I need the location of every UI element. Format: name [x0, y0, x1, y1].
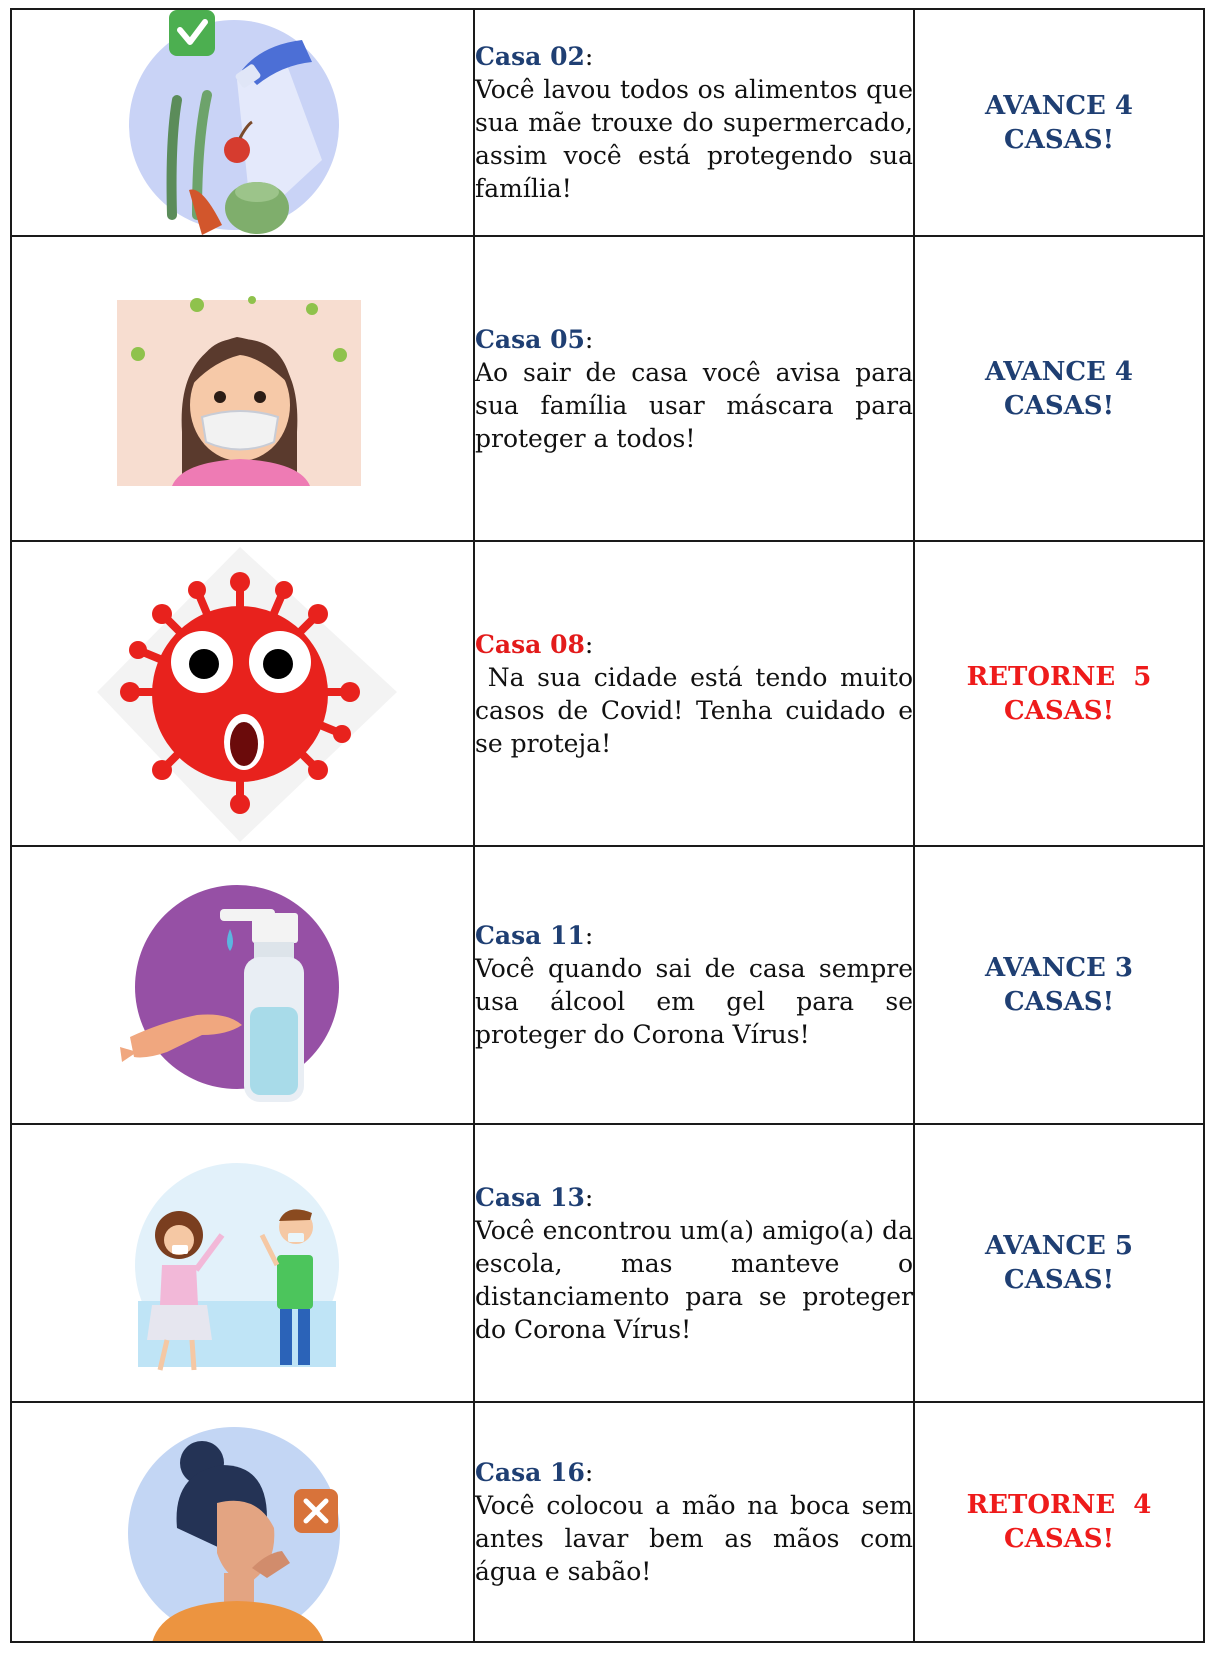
hand-on-mouth-illustration	[11, 1402, 474, 1642]
board-row-casa-05	[11, 236, 1204, 541]
hand-sanitizer-illustration	[11, 846, 474, 1124]
casa-title: Casa 08:	[475, 629, 594, 659]
casa-text: Você encontrou um(a) amigo(a) da escola, mas manteve o distanciamento para se proteger do Corona Vírus!	[475, 1215, 913, 1344]
action-label: AVANCE 3	[984, 953, 1134, 983]
action-label: CASAS!	[1003, 390, 1114, 421]
casa-action-cell	[914, 846, 1204, 1124]
board-row-casa-11	[11, 846, 1204, 1124]
action-label: CASAS!	[1003, 124, 1114, 155]
casa-action-cell	[914, 1402, 1204, 1642]
casa-action-cell	[914, 1124, 1204, 1402]
girl-with-mask-illustration	[11, 236, 474, 541]
casa-description-cell	[474, 1402, 914, 1642]
scared-virus-illustration	[11, 541, 474, 846]
board-row-casa-08	[11, 541, 1204, 846]
casa-description-cell	[474, 9, 914, 236]
casa-title: Casa 02:	[475, 42, 594, 71]
board-row-casa-13	[11, 1124, 1204, 1402]
action-label: RETORNE 4	[966, 1490, 1152, 1520]
casa-text: Você quando sai de casa sempre usa álcool em gel para se proteger do Corona Vírus!	[475, 954, 913, 1049]
washing-food-illustration	[11, 9, 474, 236]
casa-description-cell	[474, 541, 921, 846]
action-label: AVANCE 5	[984, 1231, 1134, 1261]
action-label: CASAS!	[1003, 1524, 1114, 1554]
action-label: RETORNE 5	[966, 661, 1152, 692]
action-label: AVANCE 4	[984, 356, 1134, 387]
casa-title: Casa 13:	[475, 1182, 594, 1212]
casa-action-cell	[914, 541, 1204, 846]
action-label: CASAS!	[1003, 695, 1114, 726]
casa-title: Casa 05:	[475, 324, 594, 354]
casa-description-cell	[474, 236, 914, 541]
action-label: CASAS!	[1003, 1265, 1114, 1295]
casa-description-cell	[474, 1124, 914, 1402]
casa-text: Na sua cidade está tendo muito casos de Covid! Tenha cuidado e se proteja!	[475, 662, 921, 758]
casa-title: Casa 16:	[475, 1458, 594, 1487]
casa-text: Você lavou todos os alimentos que sua mãe trouxe do supermercado, assim você está protegendo sua família!	[475, 75, 913, 203]
action-label: CASAS!	[1003, 987, 1114, 1017]
casa-text: Ao sair de casa você avisa para sua família usar máscara para proteger a todos!	[475, 357, 913, 453]
kids-distancing-illustration	[11, 1124, 474, 1402]
board-row-casa-16	[11, 1402, 1204, 1642]
action-label: AVANCE 4	[984, 90, 1134, 121]
casa-action-cell	[914, 9, 1204, 236]
game-board-table	[10, 8, 1205, 1643]
casa-description-cell	[474, 846, 914, 1124]
casa-text: Você colocou a mão na boca sem antes lavar bem as mãos com água e sabão!	[475, 1491, 913, 1586]
casa-action-cell	[914, 236, 1204, 541]
board-row-casa-02	[11, 9, 1204, 236]
casa-title: Casa 11:	[475, 921, 594, 950]
